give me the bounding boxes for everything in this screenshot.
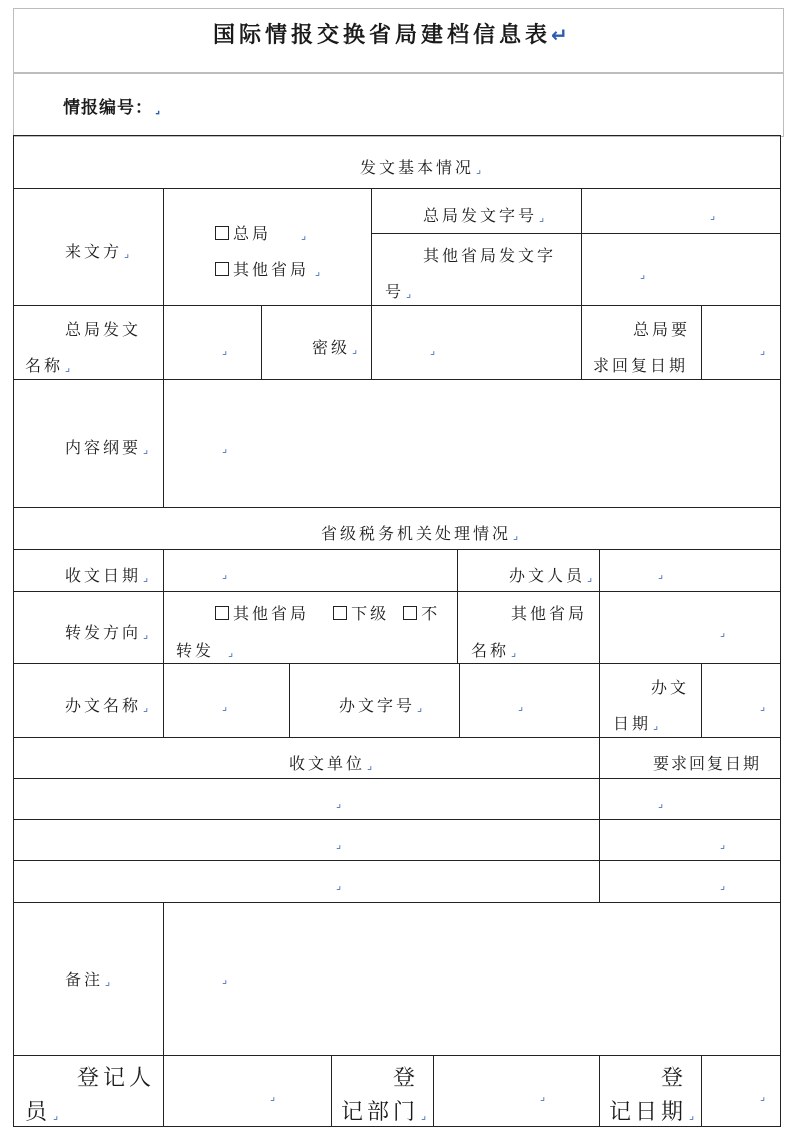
para-mark-icon: ⌟ (352, 343, 358, 356)
req-reply-row-3[interactable] (600, 861, 781, 902)
fwd-option-none-cont: 转发 (176, 641, 215, 660)
hq-reply-label-cont: 求回复日期 (593, 356, 689, 375)
para-mark-icon: ⌟ (640, 268, 646, 281)
checkbox-fwd-other-prov[interactable] (215, 606, 229, 620)
section-provincial-heading (321, 524, 518, 546)
recv-unit-row-3[interactable] (14, 861, 599, 902)
para-mark-icon: ⌟ (760, 1090, 766, 1103)
sender-label-text: 来文方 (65, 242, 123, 261)
h-line (13, 507, 781, 508)
para-mark-icon: ⌟ (143, 701, 149, 714)
recv-date-label-text: 收文日期 (65, 566, 142, 585)
doc-date-label-cont (613, 714, 658, 736)
notes-label (65, 970, 110, 992)
reg-date-field[interactable] (702, 1056, 781, 1126)
para-mark-icon: ⌟ (511, 646, 517, 659)
para-mark-icon: ⌟ (222, 973, 228, 986)
doc-name-field[interactable] (164, 664, 289, 737)
para-mark-icon: ⌟ (540, 1090, 546, 1103)
para-mark-icon: ⌟ (315, 265, 321, 278)
reg-date-label: 登 (661, 1066, 688, 1091)
para-mark-icon: ⌟ (658, 797, 664, 810)
form-title-text: 国际情报交换省局建档信息表 (213, 23, 552, 48)
registrar-label-cont-text: 员 (25, 1100, 52, 1125)
hq-doc-name-label-cont-text: 名称 (25, 356, 64, 375)
para-mark-icon: ⌟ (760, 700, 766, 713)
para-mark-icon: ⌟ (336, 879, 342, 892)
h-line (13, 663, 781, 664)
hq-doc-name-label: 总局发文 (65, 320, 142, 339)
registrar-label: 登记人 (77, 1066, 156, 1091)
h-line (13, 1055, 781, 1056)
doc-name-label (65, 696, 148, 718)
hq-doc-no-text: 总局发文字号 (423, 206, 538, 225)
para-mark-icon: ⌟ (222, 700, 228, 713)
v-line (331, 1055, 332, 1127)
reg-date-label-cont-text: 记日期 (609, 1100, 688, 1125)
intel-no-field[interactable] (190, 90, 750, 126)
fwd-option-lower: 下级 (351, 604, 390, 623)
para-mark-icon: ⌟ (367, 759, 373, 772)
summary-field[interactable] (164, 380, 781, 507)
para-mark-icon: ⌟ (689, 1109, 695, 1122)
recv-unit-row-2[interactable] (14, 820, 599, 860)
summary-label-text: 内容纲要 (65, 438, 142, 457)
para-mark-icon: ⌟ (653, 719, 659, 732)
section-basic-heading (360, 158, 481, 180)
checkbox-hq[interactable] (215, 226, 229, 240)
summary-label (65, 438, 148, 460)
other-prov-name-label-cont (471, 641, 516, 663)
doc-name-label-text: 办文名称 (65, 696, 142, 715)
para-mark-icon: ⌟ (539, 211, 545, 224)
secret-field[interactable] (372, 306, 581, 379)
para-mark-icon: ⌟ (53, 1109, 59, 1122)
para-mark-icon: ⌟ (513, 529, 519, 542)
para-mark-icon: ⌟ (65, 361, 71, 374)
para-mark-icon: ⌟ (710, 209, 716, 222)
intel-no-text: 情报编号： (63, 98, 153, 118)
para-mark-icon: ⌟ (105, 975, 111, 988)
hq-doc-name-field[interactable] (164, 306, 261, 379)
para-mark-icon: ⌟ (760, 344, 766, 357)
handler-label (509, 566, 592, 588)
secret-label (312, 338, 357, 360)
return-mark-icon: ↵ (551, 23, 572, 47)
para-mark-icon: ⌟ (228, 646, 234, 659)
other-doc-no-label-cont (385, 282, 411, 304)
checkbox-other-prov[interactable] (215, 262, 229, 276)
forward-label-text: 转发方向 (65, 623, 142, 642)
sender-label (65, 242, 129, 264)
para-mark-icon: ⌟ (720, 838, 726, 851)
recv-unit-header-text: 收文单位 (289, 754, 366, 773)
h-line (13, 737, 781, 738)
notes-label-text: 备注 (65, 970, 104, 989)
para-mark-icon: ⌟ (406, 287, 412, 300)
reg-dept-field[interactable] (434, 1056, 599, 1126)
reg-dept-label: 登 (393, 1066, 420, 1091)
hq-reply-date-field[interactable] (702, 306, 781, 379)
section-provincial-text: 省级税务机关处理情况 (321, 524, 512, 543)
other-prov-name-field[interactable] (600, 592, 781, 663)
para-mark-icon: ⌟ (421, 1109, 427, 1122)
para-mark-icon: ⌟ (336, 797, 342, 810)
other-prov-name-label: 其他省局 (511, 604, 588, 623)
req-reply-header: 要求回复日期 (653, 754, 762, 773)
doc-date-label: 办文 (651, 678, 690, 697)
sender-option-hq[interactable] (215, 224, 306, 246)
forward-label (65, 623, 148, 645)
section-basic-text: 发文基本情况 (360, 158, 475, 177)
hq-doc-no-label (423, 206, 544, 228)
v-line (457, 549, 458, 663)
fwd-option-none: 不 (421, 604, 441, 623)
doc-no-label (339, 696, 422, 718)
registrar-label-cont (25, 1100, 58, 1129)
v-line (289, 663, 290, 737)
hq-doc-no-field[interactable] (582, 189, 781, 233)
reg-dept-label-cont (341, 1100, 426, 1129)
intel-no-label (63, 98, 160, 120)
para-mark-icon: ⌟ (270, 1090, 276, 1103)
secret-label-text: 密级 (312, 338, 351, 357)
form-title (213, 25, 572, 46)
sender-option-other-prov-text: 其他省局 (233, 260, 310, 279)
para-mark-icon: ⌟ (336, 838, 342, 851)
recv-date-field[interactable] (164, 550, 457, 591)
para-mark-icon: ⌟ (720, 626, 726, 639)
para-mark-icon: ⌟ (143, 571, 149, 584)
para-mark-icon: ⌟ (143, 443, 149, 456)
v-line (599, 1055, 600, 1127)
para-mark-icon: ⌟ (417, 701, 423, 714)
other-doc-no-field[interactable] (582, 234, 781, 305)
notes-field[interactable] (164, 903, 781, 1055)
sender-option-hq-text: 总局 (233, 224, 272, 243)
para-mark-icon: ⌟ (658, 568, 664, 581)
forward-options (215, 604, 440, 624)
doc-date-field[interactable] (702, 664, 781, 737)
para-mark-icon: ⌟ (476, 163, 482, 176)
reg-dept-label-cont-text: 记部门 (341, 1100, 420, 1125)
checkbox-fwd-lower[interactable] (333, 606, 347, 620)
para-mark-icon: ⌟ (222, 344, 228, 357)
handler-label-text: 办文人员 (509, 566, 586, 585)
v-line (599, 663, 600, 737)
para-mark-icon: ⌟ (518, 700, 524, 713)
req-reply-row-2[interactable] (600, 820, 781, 860)
v-line (261, 305, 262, 379)
para-mark-icon: ⌟ (222, 442, 228, 455)
para-mark-icon: ⌟ (720, 879, 726, 892)
recv-unit-header (289, 754, 372, 776)
sender-option-other-prov[interactable] (215, 260, 320, 282)
recv-unit-row-1[interactable] (14, 779, 599, 819)
doc-no-label-text: 办文字号 (339, 696, 416, 715)
other-prov-name-label-cont-text: 名称 (471, 641, 510, 660)
doc-no-field[interactable] (460, 664, 599, 737)
para-mark-icon: ⌟ (155, 103, 161, 116)
handler-field[interactable] (600, 550, 781, 591)
req-reply-row-1[interactable] (600, 779, 781, 819)
para-mark-icon: ⌟ (143, 628, 149, 641)
para-mark-icon: ⌟ (222, 568, 228, 581)
checkbox-fwd-none[interactable] (403, 606, 417, 620)
registrar-field[interactable] (164, 1056, 331, 1126)
para-mark-icon: ⌟ (301, 229, 307, 242)
other-doc-no-label: 其他省局发文字 (423, 246, 557, 265)
reg-date-label-cont (609, 1100, 694, 1129)
other-doc-no-label-cont-text: 号 (385, 282, 405, 301)
para-mark-icon: ⌟ (430, 344, 436, 357)
doc-date-label-cont-text: 日期 (613, 714, 652, 733)
recv-date-label (65, 566, 148, 588)
hq-doc-name-label-cont (25, 356, 70, 378)
hq-reply-label: 总局要 (633, 320, 691, 339)
fwd-option-other-prov: 其他省局 (233, 604, 310, 623)
para-mark-icon: ⌟ (124, 247, 130, 260)
para-mark-icon: ⌟ (587, 571, 593, 584)
forward-options-cont (176, 641, 233, 663)
